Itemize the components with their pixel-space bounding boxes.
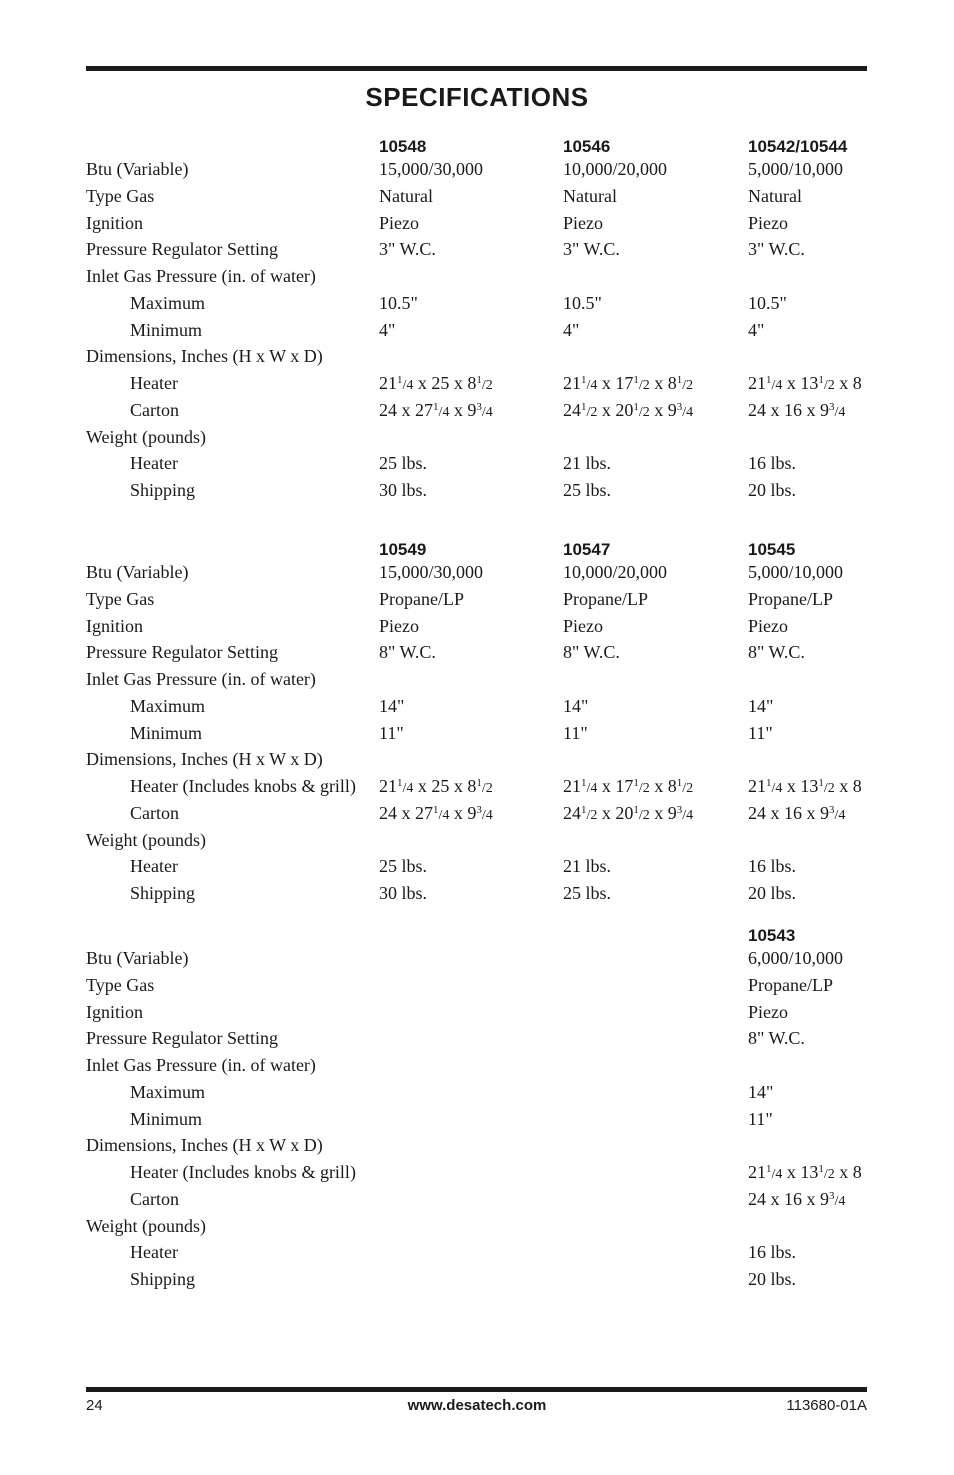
spec-row: [0, 399, 954, 425]
spec-row: [0, 668, 954, 694]
spec-value: Propane/LP: [748, 975, 833, 995]
spec-value: 11": [379, 723, 404, 743]
spec-label: Inlet Gas Pressure (in. of water): [86, 669, 316, 689]
model-number: 10548: [379, 137, 427, 156]
spec-label: Maximum: [130, 293, 205, 313]
spec-row: [0, 345, 954, 371]
spec-label: Minimum: [130, 723, 203, 743]
spec-row: [0, 1241, 954, 1267]
spec-value: 6,000/10,000: [748, 948, 844, 968]
spec-label: Btu (Variable): [86, 948, 189, 968]
spec-value: 15,000/30,000: [379, 159, 484, 179]
spec-row: [0, 947, 954, 973]
spec-value: 4": [748, 320, 765, 340]
spec-value: 8" W.C.: [748, 642, 805, 662]
spec-value: 20 lbs.: [748, 480, 797, 500]
spec-label: Pressure Regulator Setting: [86, 239, 278, 259]
page-title: SPECIFICATIONS: [365, 82, 589, 112]
spec-value: Natural: [748, 186, 802, 206]
spec-label: Ignition: [86, 616, 143, 636]
spec-row: [0, 588, 954, 614]
spec-row: [0, 238, 954, 264]
spec-value: 3" W.C.: [379, 239, 436, 259]
spec-label: Shipping: [130, 1269, 196, 1289]
spec-value: Propane/LP: [748, 589, 833, 609]
spec-value: $24^1/2$ x $20^1/2$ x $9^3/4$: [563, 803, 694, 823]
spec-label: Carton: [130, 1189, 179, 1209]
spec-label: Maximum: [130, 1082, 205, 1102]
spec-value: 24 x $27^1/4$ x $9^3/4$: [379, 400, 493, 420]
spec-value: 11": [748, 723, 773, 743]
page-number: 24: [86, 1397, 103, 1414]
spec-value: 14": [748, 1082, 774, 1102]
spec-label: Pressure Regulator Setting: [86, 1028, 278, 1048]
spec-value: 10,000/20,000: [563, 562, 668, 582]
spec-row: [0, 1215, 954, 1241]
spec-value: 21 lbs.: [563, 453, 612, 473]
spec-value: 8" W.C.: [748, 1028, 805, 1048]
spec-label: Heater: [130, 373, 178, 393]
spec-value: 11": [748, 1109, 773, 1129]
spec-value: Piezo: [563, 616, 603, 636]
spec-label: Btu (Variable): [86, 159, 189, 179]
spec-value: $21^1/4$ x 25 x $8^1/2$: [379, 776, 493, 796]
spec-row: [0, 1081, 954, 1107]
spec-row: [0, 1027, 954, 1053]
spec-row: [0, 1161, 954, 1187]
spec-value: 30 lbs.: [379, 480, 428, 500]
spec-label: Ignition: [86, 213, 143, 233]
spec-value: 5,000/10,000: [748, 159, 844, 179]
model-number: 10549: [379, 540, 427, 559]
spec-value: 10.5": [563, 293, 602, 313]
spec-value: $21^1/4$ x $13^1/2$ x 8: [748, 776, 862, 796]
model-number: 10543: [748, 926, 796, 945]
spec-value: 11": [563, 723, 588, 743]
top-rule: [86, 66, 867, 71]
spec-label: Heater: [130, 1242, 178, 1262]
spec-label: Type Gas: [86, 186, 155, 206]
spec-row: [0, 802, 954, 828]
spec-value: 15,000/30,000: [379, 562, 484, 582]
spec-value: Piezo: [379, 213, 419, 233]
spec-row: [0, 722, 954, 748]
spec-value: 3" W.C.: [563, 239, 620, 259]
model-number: 10545: [748, 540, 796, 559]
spec-row: [0, 882, 954, 908]
bottom-rule: [86, 1387, 867, 1392]
spec-label: Minimum: [130, 1109, 203, 1129]
spec-value: Piezo: [379, 616, 419, 636]
spec-value: 8" W.C.: [379, 642, 436, 662]
spec-label: Inlet Gas Pressure (in. of water): [86, 1055, 316, 1075]
spec-value: 3" W.C.: [748, 239, 805, 259]
spec-row: [0, 1108, 954, 1134]
spec-row: [0, 1268, 954, 1294]
spec-label: Carton: [130, 803, 179, 823]
spec-value: Propane/LP: [379, 589, 464, 609]
spec-row: [0, 615, 954, 641]
spec-value: 14": [563, 696, 589, 716]
spec-value: 14": [748, 696, 774, 716]
spec-value: 10.5": [379, 293, 418, 313]
spec-row: [0, 775, 954, 801]
spec-value: 14": [379, 696, 405, 716]
website-url: www.desatech.com: [407, 1397, 547, 1414]
spec-value: 20 lbs.: [748, 1269, 797, 1289]
spec-row: [0, 158, 954, 184]
spec-label: Ignition: [86, 1002, 143, 1022]
spec-label: Dimensions, Inches (H x W x D): [86, 749, 323, 769]
spec-value: 25 lbs.: [379, 856, 428, 876]
spec-value: 8" W.C.: [563, 642, 620, 662]
spec-value: 25 lbs.: [379, 453, 428, 473]
spec-value: 16 lbs.: [748, 1242, 797, 1262]
spec-value: Piezo: [748, 1002, 788, 1022]
spec-value: 24 x 16 x $9^3/4$: [748, 1189, 846, 1209]
spec-value: $24^1/2$ x $20^1/2$ x $9^3/4$: [563, 400, 694, 420]
spec-value: Piezo: [748, 213, 788, 233]
spec-value: $21^1/4$ x $13^1/2$ x 8: [748, 373, 862, 393]
spec-label: Carton: [130, 400, 179, 420]
spec-value: 4": [379, 320, 396, 340]
spec-label: Weight (pounds): [86, 830, 207, 850]
spec-label: Heater: [130, 856, 178, 876]
spec-row: [0, 1054, 954, 1080]
spec-label: Shipping: [130, 883, 196, 903]
spec-row: [0, 212, 954, 238]
spec-value: Natural: [379, 186, 433, 206]
spec-value: 24 x 16 x $9^3/4$: [748, 400, 846, 420]
spec-value: $21^1/4$ x 25 x $8^1/2$: [379, 373, 493, 393]
spec-value: 10.5": [748, 293, 787, 313]
spec-row: [0, 372, 954, 398]
spec-label: Dimensions, Inches (H x W x D): [86, 346, 323, 366]
spec-row: [0, 1188, 954, 1214]
spec-value: 16 lbs.: [748, 453, 797, 473]
spec-value: 25 lbs.: [563, 883, 612, 903]
spec-row: [0, 695, 954, 721]
spec-label: Dimensions, Inches (H x W x D): [86, 1135, 323, 1155]
spec-row: [0, 319, 954, 345]
spec-value: 24 x 16 x $9^3/4$: [748, 803, 846, 823]
spec-row: [0, 748, 954, 774]
spec-row: [0, 292, 954, 318]
spec-value: 25 lbs.: [563, 480, 612, 500]
spec-value: 4": [563, 320, 580, 340]
spec-label: Weight (pounds): [86, 1216, 207, 1236]
spec-row: [0, 1001, 954, 1027]
model-number: 10547: [563, 540, 611, 559]
spec-label: Heater: [130, 453, 178, 473]
spec-value: 10,000/20,000: [563, 159, 668, 179]
spec-label: Btu (Variable): [86, 562, 189, 582]
spec-label: Type Gas: [86, 975, 155, 995]
spec-value: Piezo: [563, 213, 603, 233]
spec-value: 5,000/10,000: [748, 562, 844, 582]
spec-value: Propane/LP: [563, 589, 648, 609]
spec-value: 30 lbs.: [379, 883, 428, 903]
spec-label: Heater (Includes knobs & grill): [130, 1162, 356, 1182]
spec-row: [0, 185, 954, 211]
spec-row: [0, 479, 954, 505]
spec-value: 24 x $27^1/4$ x $9^3/4$: [379, 803, 493, 823]
spec-row: [0, 426, 954, 452]
spec-value: 21 lbs.: [563, 856, 612, 876]
spec-row: [0, 1134, 954, 1160]
spec-row: [0, 829, 954, 855]
spec-label: Inlet Gas Pressure (in. of water): [86, 266, 316, 286]
spec-value: $21^1/4$ x $17^1/2$ x $8^1/2$: [563, 776, 694, 796]
spec-label: Type Gas: [86, 589, 155, 609]
spec-value: 16 lbs.: [748, 856, 797, 876]
spec-label: Minimum: [130, 320, 203, 340]
spec-value: $21^1/4$ x $13^1/2$ x 8: [748, 1162, 862, 1182]
document-number: 113680-01A: [786, 1397, 867, 1414]
spec-label: Shipping: [130, 480, 196, 500]
spec-row: [0, 641, 954, 667]
spec-row: [0, 974, 954, 1000]
spec-row: [0, 265, 954, 291]
spec-value: $21^1/4$ x $17^1/2$ x $8^1/2$: [563, 373, 694, 393]
spec-label: Heater (Includes knobs & grill): [130, 776, 356, 796]
spec-value: Natural: [563, 186, 617, 206]
spec-row: [0, 452, 954, 478]
spec-value: Piezo: [748, 616, 788, 636]
spec-label: Pressure Regulator Setting: [86, 642, 278, 662]
spec-label: Maximum: [130, 696, 205, 716]
spec-label: Weight (pounds): [86, 427, 207, 447]
model-number: 10542/10544: [748, 137, 848, 156]
model-number: 10546: [563, 137, 611, 156]
spec-row: [0, 561, 954, 587]
spec-row: [0, 855, 954, 881]
spec-value: 20 lbs.: [748, 883, 797, 903]
